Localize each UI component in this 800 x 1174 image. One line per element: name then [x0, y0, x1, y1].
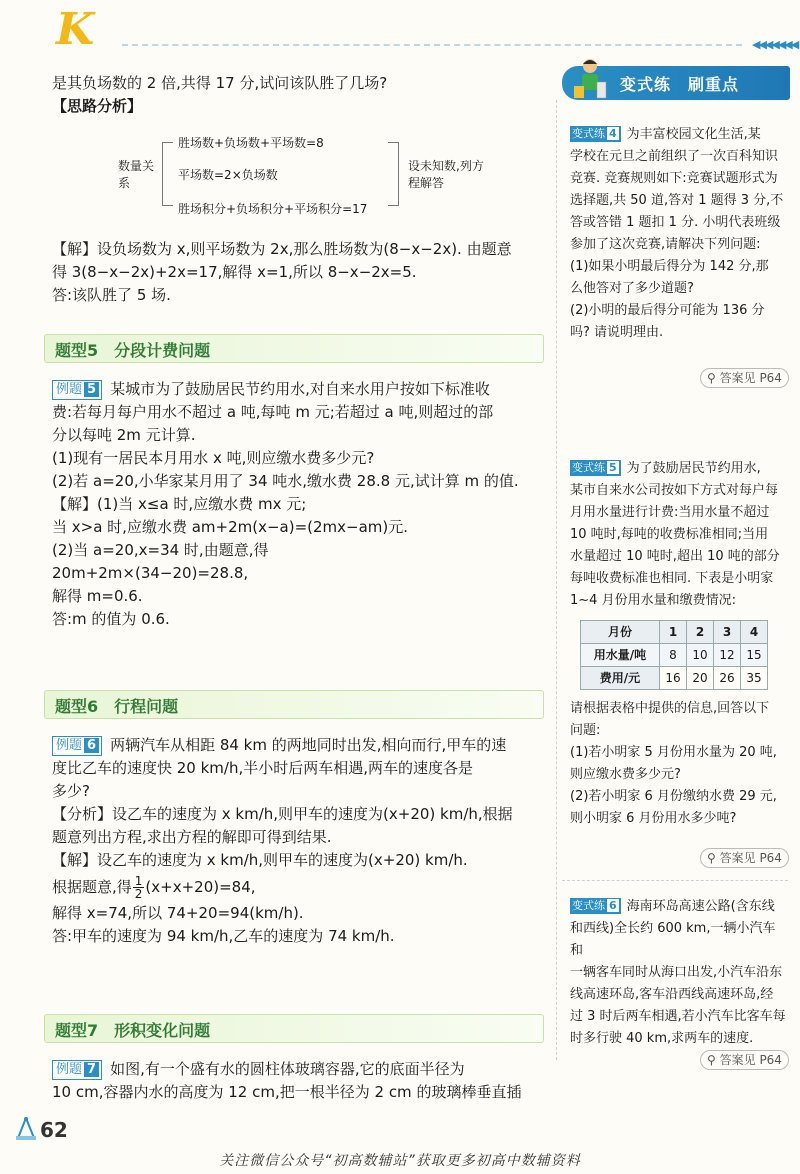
water-usage-table	[580, 620, 768, 690]
variant-4-line: (2)小明的最后得分可能为 136 分	[570, 303, 765, 318]
answer-ref-4[interactable]: ⚲ 答案见 P64	[700, 368, 789, 388]
intro-line: 是其负场数的 2 倍,共得 17 分,试问该队胜了几场?	[52, 74, 388, 92]
example-5-q1: 某城市为了鼓励居民节约用水,对自来水用户按如下标准收	[110, 380, 490, 398]
variant-5-tag: 变式练 5	[570, 460, 621, 476]
example-5-q5: (2)若 a=20,小华家某月用了 34 吨水,缴水费 28.8 元,试计算 m 的值.	[52, 472, 519, 490]
example-5-s5: 解得 m=0.6.	[52, 587, 143, 605]
example-5-s1: 【解】(1)当 x≤a 时,应缴水费 mx 元;	[52, 495, 307, 513]
variant-5-after: 问题:	[570, 723, 601, 738]
example-7-q2: 10 cm,容器内水的高度为 12 cm,把一根半径为 2 cm 的玻璃棒垂直插	[52, 1083, 522, 1101]
variant-5-after: (1)若小明家 5 月份用水量为 20 吨,	[570, 745, 777, 760]
hint-icon: ⚲	[707, 371, 716, 385]
variant-4-line: 答或答错 1 题扣 1 分. 小明代表班级	[570, 215, 781, 230]
table-row: 费用/元 16 20 26 35	[581, 667, 768, 690]
example-7-q1: 如图,有一个盛有水的圆柱体玻璃容器,它的底面半径为	[110, 1060, 465, 1078]
example-5-q2: 费:若每月每户用水不超过 a 吨,每吨 m 元;若超过 a 吨,则超过的部	[52, 403, 494, 421]
variant-5-line: 1~4 月份用水量和缴费情况:	[570, 593, 736, 608]
intro-solution	[52, 238, 544, 307]
variant-5-line: 某市自来水公司按如下方式对每户每	[570, 483, 779, 498]
example-7-tag: 例题 7	[52, 1060, 102, 1080]
variant-4-line: 吗? 请说明理由.	[570, 325, 664, 340]
header-divider	[122, 44, 742, 46]
variant-5-line: 每吨收费标准也相同. 下表是小明家	[570, 571, 774, 586]
example-5-tag: 例题 5	[52, 380, 102, 400]
variant-4-line: 么他答对了多少道题?	[570, 281, 694, 296]
variant-6-line: 海南环岛高速公路(含东线	[626, 899, 775, 914]
example-6-a1: 【分析】设乙车的速度为 x km/h,则甲车的速度为(x+20) km/h,根据	[52, 805, 513, 823]
variant-5-after: 则小明家 6 月份用水多少吨?	[570, 811, 737, 826]
answer-ref-5[interactable]: ⚲ 答案见 P64	[700, 848, 789, 868]
sidebar-header	[562, 66, 790, 100]
example-6-tag: 例题 6	[52, 736, 102, 756]
diagram-row-1: 胜场数+负场数+平场数=8	[178, 136, 324, 150]
variant-6-line: 和西线)全长约 600 km,一辆小汽车和	[570, 921, 776, 958]
section-6-header	[44, 690, 544, 719]
variant-4-line: 选择题,共 50 道,答对 1 题得 3 分,不	[570, 193, 784, 208]
diagram-row-3: 胜场积分+负场积分+平场积分=17	[178, 202, 368, 216]
page-number: 62	[40, 1118, 68, 1142]
variant-6-line: 过 3 时后两车相遇,若小汽车比客车每	[570, 1009, 786, 1024]
variant-5-after: 则应缴水费多少元?	[570, 767, 681, 782]
brand-logo: K	[56, 4, 95, 55]
variant-5-line: 月用水量进行计费:当用水量不超过	[570, 505, 770, 520]
right-brace	[388, 142, 399, 206]
diagram-left-label: 数量关系	[118, 159, 155, 190]
example-6-s1: 【解】设乙车的速度为 x km/h,则甲车的速度为(x+20) km/h.	[52, 851, 468, 869]
student-figure-icon	[570, 56, 610, 100]
variant-4-line: 参加了这次竞赛,请解决下列问题:	[570, 237, 761, 252]
section-6-title: 题型6 行程问题	[55, 697, 179, 716]
example-5-s4: 20m+2m×(34−20)=28.8,	[52, 564, 249, 582]
variant-6-tag: 变式练 6	[570, 898, 621, 914]
section-7-title: 题型7 形积变化问题	[55, 1021, 211, 1040]
answer-ref-6[interactable]: ⚲ 答案见 P64	[700, 1050, 789, 1070]
fraction-half: $\frac{1}{2}$	[134, 874, 143, 901]
example-5-q3: 分以每吨 2m 元计算.	[52, 426, 196, 444]
solution-line-1: 【解】设负场数为 x,则平场数为 2x,那么胜场数为(8−x−2x). 由题意	[52, 240, 512, 258]
diagram-right-label: 设未知数,列方程解答	[408, 159, 484, 190]
chevron-arrows-icon: ◀◀◀◀◀◀◀	[752, 38, 798, 51]
example-7	[52, 1058, 544, 1104]
section-5-header	[44, 334, 544, 363]
variant-6-line: 时多行驶 40 km,求两车的速度.	[570, 1031, 754, 1046]
example-5-s3: (2)当 a=20,x=34 时,由题意,得	[52, 541, 269, 559]
analysis-label: 【思路分析】	[52, 97, 143, 115]
example-6-s3: 解得 x=74,所以 74+20=94(km/h).	[52, 904, 304, 922]
intro-answer: 答:该队胜了 5 场.	[52, 286, 171, 304]
intro-block	[52, 72, 544, 118]
example-6-s2: 根据题意,得 $\frac{1}{2}$ (x+x+20)=84,	[52, 874, 256, 901]
section-7-header	[44, 1014, 544, 1043]
variant-6-line: 一辆客车同时从海口出发,小汽车沿东	[570, 965, 783, 980]
variant-4-line: 竞赛. 竞赛规则如下:竞赛试题形式为	[570, 171, 778, 186]
section-5-title: 题型5 分段计费问题	[55, 341, 211, 360]
relation-diagram	[118, 128, 498, 224]
table-header-row: 月份 1 2 3 4	[581, 621, 768, 644]
variant-4-line: 为丰富校园文化生活,某	[626, 127, 761, 142]
hint-icon: ⚲	[707, 1053, 716, 1067]
example-5-s6: 答:m 的值为 0.6.	[52, 610, 170, 628]
compass-ruler-icon	[14, 1116, 38, 1142]
example-6-q2: 度比乙车的速度快 20 km/h,半小时后两车相遇,两车的速度各是	[52, 759, 474, 777]
variant-4-line: 学校在元旦之前组织了一次百科知识	[570, 149, 779, 164]
left-brace	[162, 142, 173, 206]
solution-line-2: 得 3(8−x−2x)+2x=17,解得 x=1,所以 8−x−2x=5.	[52, 263, 417, 281]
variant-exercise-6	[570, 896, 788, 1050]
example-6	[52, 734, 544, 948]
variant-5-line: 为了鼓励居民节约用水,	[626, 461, 761, 476]
variant-4-line: (1)如果小明最后得分为 142 分,那	[570, 259, 769, 274]
variant-exercise-5	[570, 458, 788, 830]
hint-icon: ⚲	[707, 851, 716, 865]
variant-4-tag: 变式练 4	[570, 126, 621, 142]
sidebar-separator	[562, 880, 788, 881]
example-6-q1: 两辆汽车从相距 84 km 的两地同时出发,相向而行,甲车的速	[110, 736, 507, 754]
example-5	[52, 378, 544, 631]
footer-note: 关注微信公众号“初高数辅站”获取更多初高中数辅资料	[219, 1153, 581, 1169]
diagram-row-2: 平场数=2×负场数	[178, 168, 278, 182]
example-6-a2: 题意列出方程,求出方程的解即可得到结果.	[52, 828, 332, 846]
example-6-s4: 答:甲车的速度为 94 km/h,乙车的速度为 74 km/h.	[52, 927, 395, 945]
table-row: 用水量/吨 8 10 12 15	[581, 644, 768, 667]
variant-5-after: (2)若小明家 6 月份缴纳水费 29 元,	[570, 789, 777, 804]
example-5-q4: (1)现有一居民本月用水 x 吨,则应缴水费多少元?	[52, 449, 375, 467]
variant-5-line: 10 吨时,每吨的收费标准相同;当用	[570, 527, 769, 542]
variant-5-after: 请根据表格中提供的信息,回答以下	[570, 701, 770, 716]
variant-5-line: 水量超过 10 吨时,超出 10 吨的部分	[570, 549, 780, 564]
example-5-s2: 当 x>a 时,应缴水费 am+2m(x−a)=(2mx−am)元.	[52, 518, 409, 536]
variant-exercise-4	[570, 124, 788, 344]
sidebar-divider	[556, 100, 557, 1060]
variant-6-line: 线高速环岛,客车沿西线高速环岛,经	[570, 987, 774, 1002]
sidebar-title: 变式练 刷重点	[620, 75, 740, 94]
example-6-q3: 多少?	[52, 782, 90, 800]
